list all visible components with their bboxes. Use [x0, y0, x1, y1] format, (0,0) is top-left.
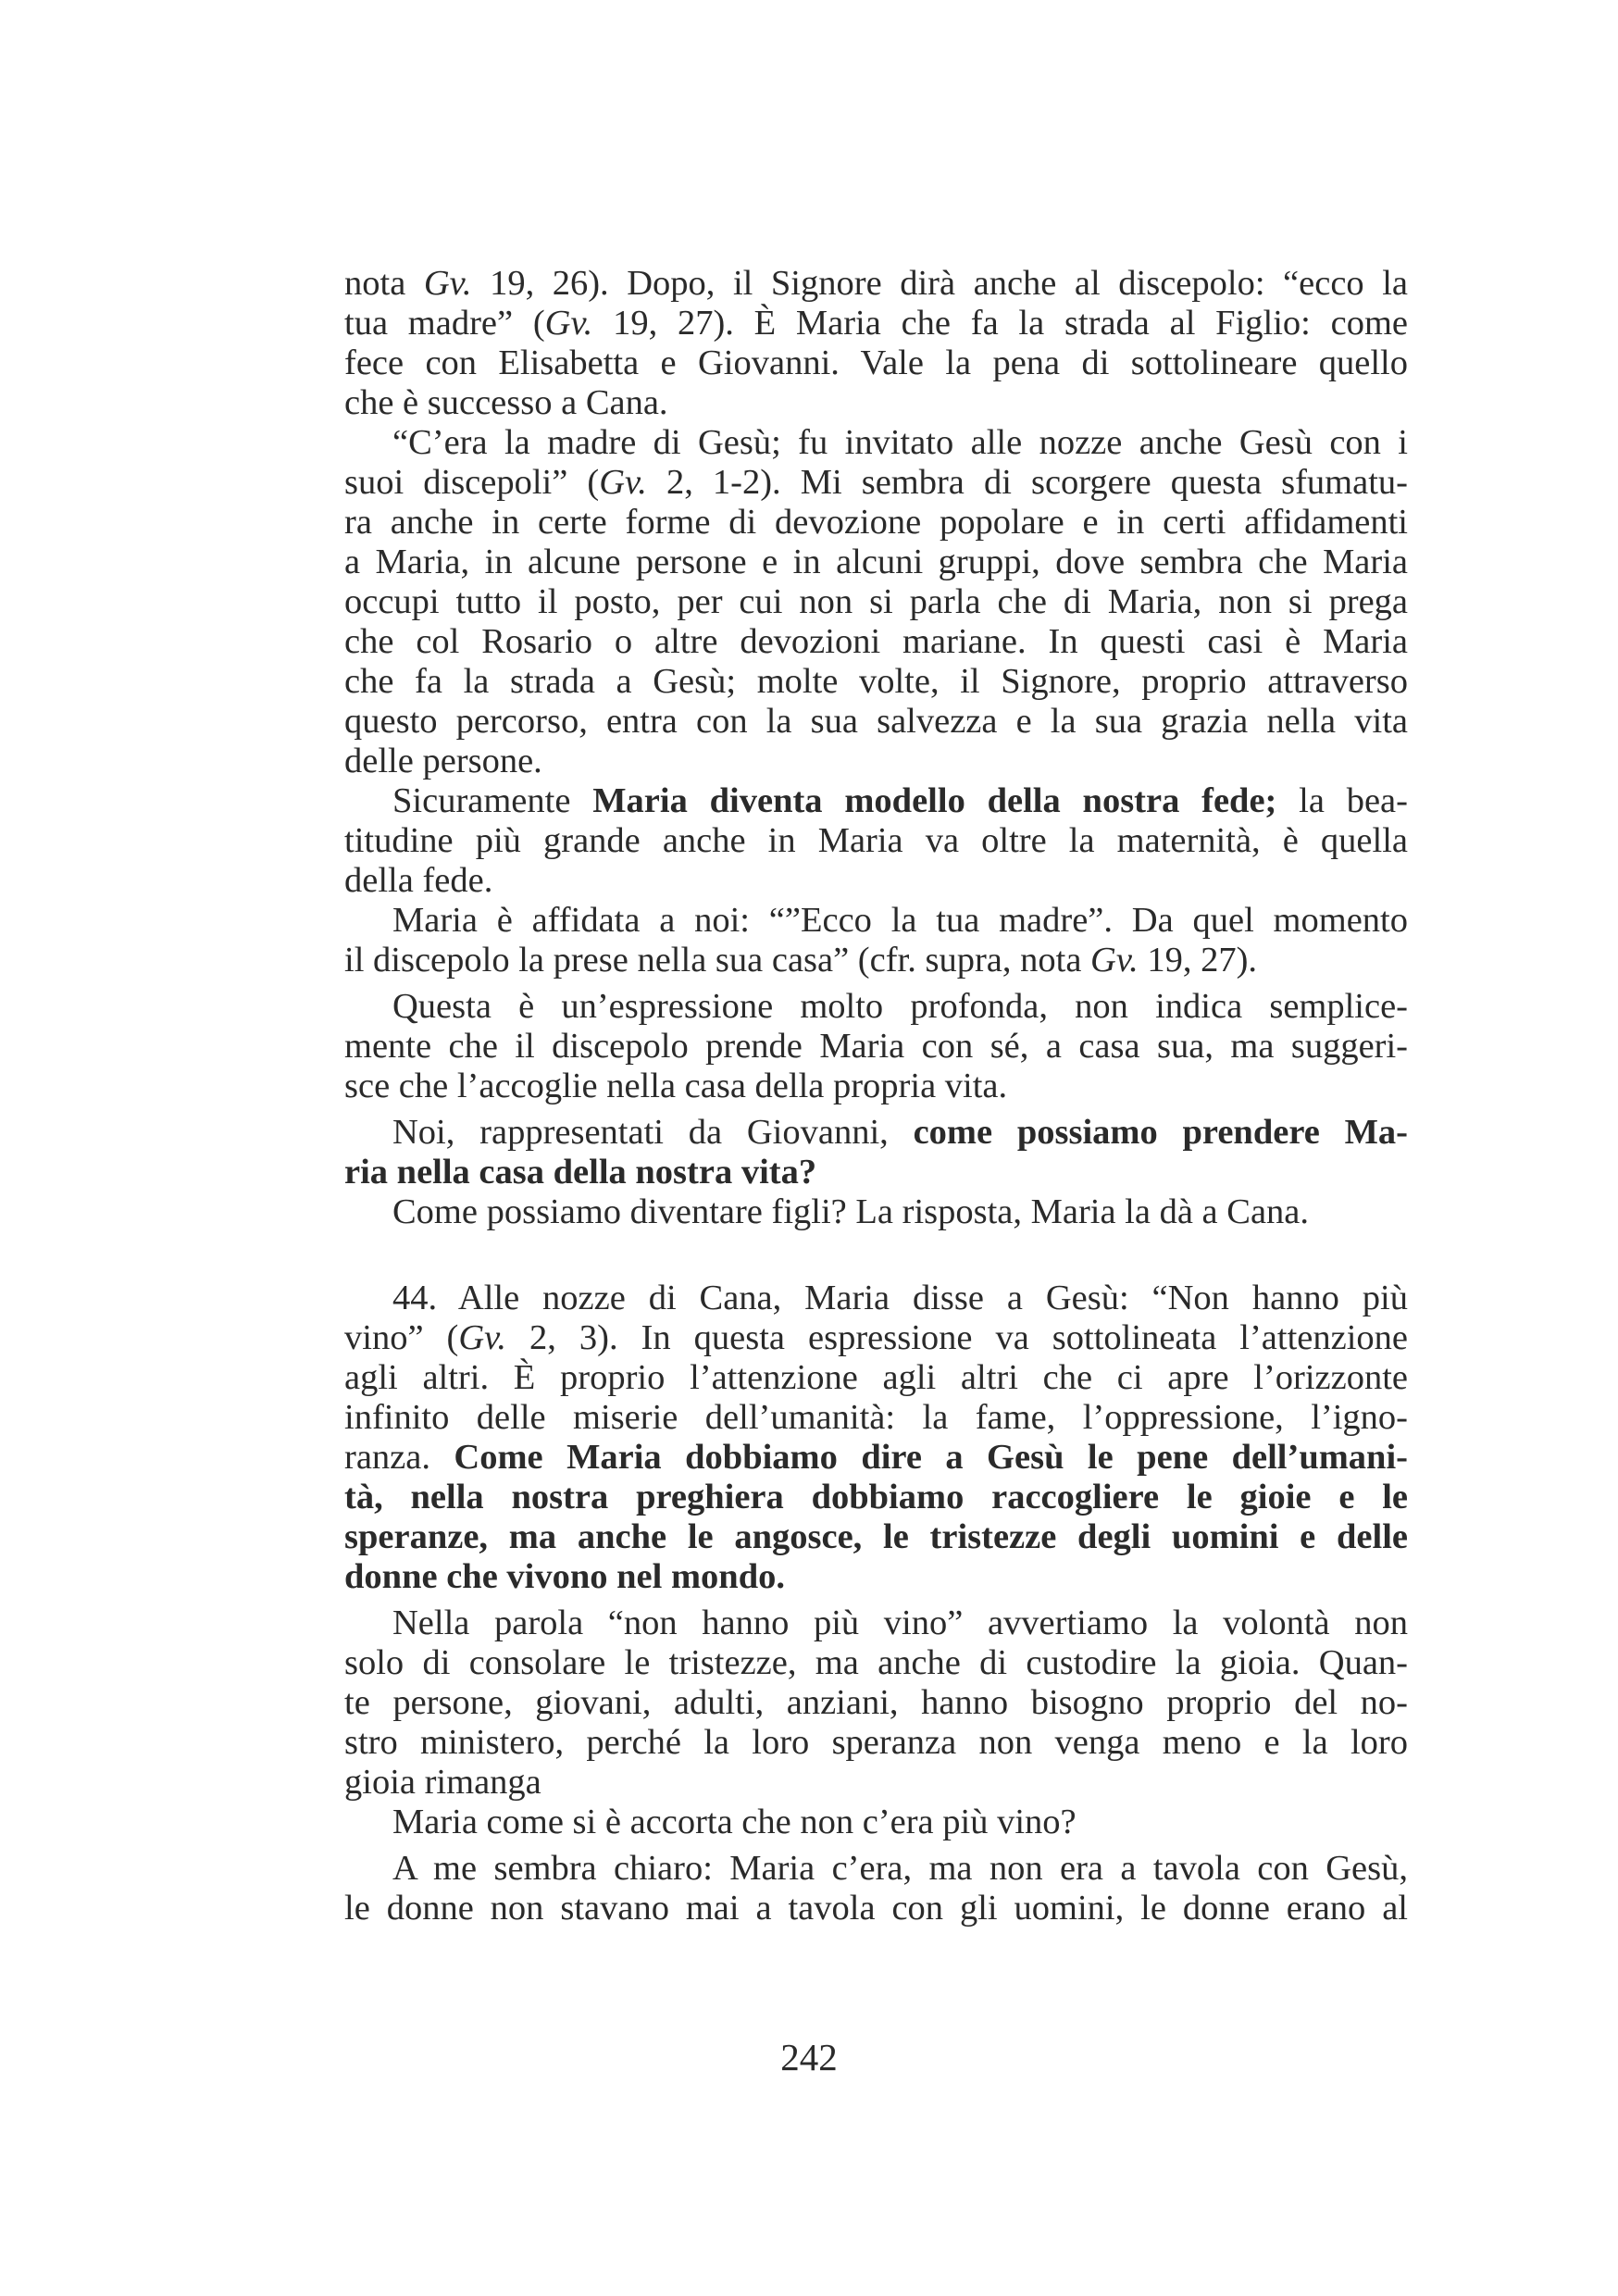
text-line: agli altri. È proprio l’attenzione agli altri che ci apre l’orizzonte — [344, 1358, 1408, 1397]
text-line: “C’era la madre di Gesù; fu invitato alle nozze anche Gesù con i — [392, 423, 1408, 462]
page-number: 242 — [780, 2036, 838, 2078]
paragraph — [344, 987, 1408, 1106]
paragraph — [344, 264, 1408, 423]
text-line: questo percorso, entra con la sua salvezza e la sua grazia nella vita — [344, 702, 1408, 741]
text-line: Come possiamo diventare figli? La risposta, Maria la dà a Cana. — [392, 1192, 1310, 1231]
paragraph — [344, 1603, 1408, 1803]
text-line: sce che l’accoglie nella casa della propria vita. — [344, 1067, 1008, 1105]
paragraph — [344, 1192, 1408, 1232]
text-line: ranza. Come Maria dobbiamo dire a Gesù le pene dell’umani- — [344, 1438, 1408, 1477]
text-line: titudine più grande anche in Maria va oltre la maternità, è quella — [344, 821, 1408, 860]
text-line: Sicuramente Maria diventa modello della nostra fede; la bea- — [392, 781, 1408, 820]
text-line: solo di consolare le tristezze, ma anche di custodire la gioia. Quan- — [344, 1643, 1408, 1682]
paragraph — [344, 1803, 1408, 1842]
text-line: nota Gv. 19, 26). Dopo, il Signore dirà anche al discepolo: “ecco la — [344, 264, 1408, 303]
text-line: A me sembra chiaro: Maria c’era, ma non era a tavola con Gesù, — [392, 1849, 1408, 1888]
text-line: Nella parola “non hanno più vino” avvertiamo la volontà non — [392, 1603, 1408, 1642]
text-line: gioia rimanga — [344, 1763, 541, 1802]
text-line: Noi, rappresentati da Giovanni, come possiamo prendere Ma- — [392, 1113, 1408, 1152]
page-body — [344, 264, 1408, 1928]
text-line: tà, nella nostra preghiera dobbiamo raccogliere le gioie e le — [344, 1478, 1408, 1516]
text-line: te persone, giovani, adulti, anziani, hanno bisogno proprio del no- — [344, 1683, 1408, 1722]
text-line: Maria è affidata a noi: “”Ecco la tua madre”. Da quel momento — [392, 901, 1408, 940]
text-line: occupi tutto il posto, per cui non si parla che di Maria, non si prega — [344, 582, 1408, 621]
paragraph — [344, 901, 1408, 980]
paragraph — [344, 1113, 1408, 1192]
text-line: donne che vivono nel mondo. — [344, 1557, 785, 1596]
paragraph — [344, 1849, 1408, 1928]
paragraph — [344, 781, 1408, 901]
text-line: a Maria, in alcune persone e in alcuni gruppi, dove sembra che Maria — [344, 543, 1408, 581]
paragraph — [344, 1279, 1408, 1597]
text-line: stro ministero, perché la loro speranza non venga meno e la loro — [344, 1723, 1408, 1762]
text-line: fece con Elisabetta e Giovanni. Vale la pena di sottolineare quello — [344, 343, 1408, 382]
text-line: suoi discepoli” (Gv. 2, 1-2). Mi sembra di scorgere questa sfumatu- — [344, 463, 1408, 502]
text-line: che col Rosario o altre devozioni mariane. In questi casi è Maria — [344, 622, 1408, 661]
text-line: mente che il discepolo prende Maria con sé, a casa sua, ma suggeri- — [344, 1027, 1408, 1066]
text-line: Maria come si è accorta che non c’era più vino? — [392, 1803, 1077, 1841]
text-line: 44. Alle nozze di Cana, Maria disse a Gesù: “Non hanno più — [392, 1279, 1408, 1317]
text-line: della fede. — [344, 861, 493, 900]
paragraph — [344, 423, 1408, 781]
text-line: tua madre” (Gv. 19, 27). È Maria che fa la strada al Figlio: come — [344, 304, 1408, 343]
text-line: che fa la strada a Gesù; molte volte, il Signore, proprio attraverso — [344, 662, 1408, 701]
text-line: ra anche in certe forme di devozione popolare e in certi affidamenti — [344, 503, 1408, 542]
text-line: vino” (Gv. 2, 3). In questa espressione va sottolineata l’attenzione — [344, 1318, 1408, 1357]
text-line: speranze, ma anche le angosce, le tristezze degli uomini e delle — [344, 1517, 1408, 1556]
text-line: il discepolo la prese nella sua casa” (cfr. supra, nota Gv. 19, 27). — [344, 941, 1258, 980]
text-line: delle persone. — [344, 742, 542, 780]
text-line: le donne non stavano mai a tavola con gli uomini, le donne erano al — [344, 1889, 1408, 1928]
text-line: Questa è un’espressione molto profonda, non indica semplice- — [392, 987, 1408, 1026]
text-line: infinito delle miserie dell’umanità: la fame, l’oppressione, l’igno- — [344, 1398, 1408, 1437]
text-line: che è successo a Cana. — [344, 383, 668, 422]
text-line: ria nella casa della nostra vita? — [344, 1153, 817, 1192]
